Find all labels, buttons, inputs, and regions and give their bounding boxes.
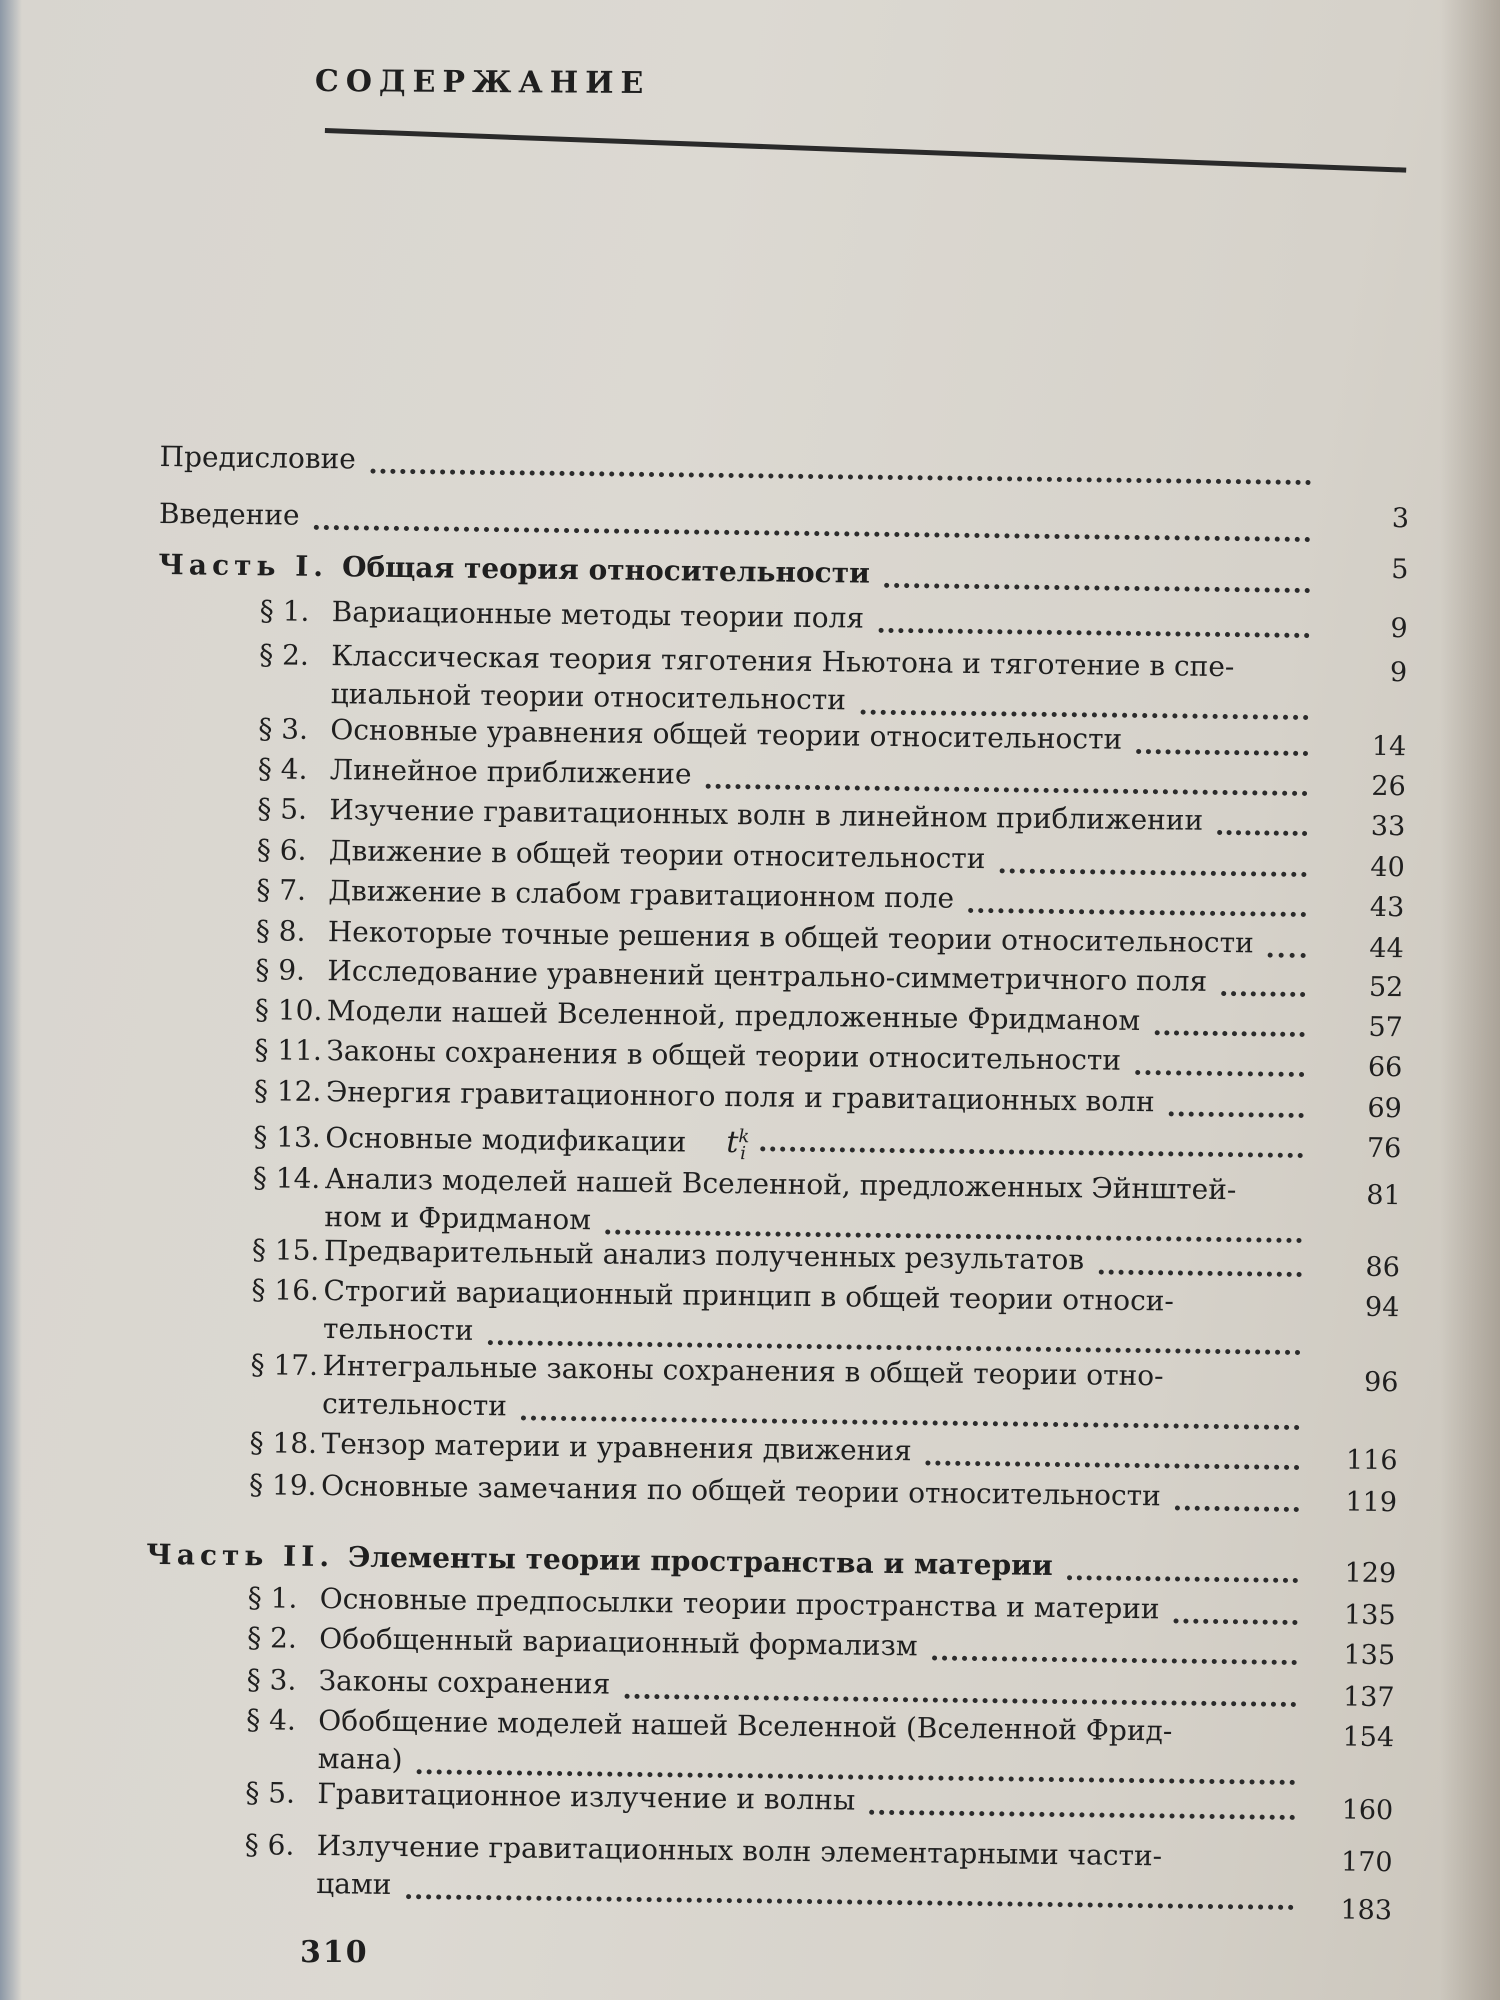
entry-title: Обобщенный вариационный формализм: [319, 1622, 918, 1663]
toc-entry: [248, 1581, 1160, 1626]
leader-dots: [370, 463, 1312, 486]
leader-dots: [1135, 1064, 1304, 1077]
section-number: § 2.: [259, 638, 310, 672]
section-number: § 9.: [255, 953, 306, 987]
part-number: Часть I.: [158, 547, 329, 584]
page-number: 33: [1370, 810, 1406, 843]
leader-dots: [1154, 1024, 1304, 1037]
entry-title-continuation: циальной теории относительности: [330, 677, 847, 717]
leader-dots: [624, 1688, 1296, 1707]
entry-title: Гравитационное излучение и волны: [317, 1777, 856, 1817]
page-number: 40: [1370, 851, 1405, 884]
section-number: § 17.: [250, 1348, 319, 1382]
entry-title: Движение в слабом гравитационном поле: [328, 874, 955, 915]
leader-dots: [869, 1804, 1295, 1820]
page-heading: СОДЕРЖАНИЕ: [314, 64, 651, 102]
toc-entry: [258, 712, 1122, 757]
entry-title: Законы сохранения в общей теории относительности: [326, 1034, 1122, 1077]
entry-title: Элементы теории пространства и материи: [347, 1540, 1053, 1582]
section-number: § 8.: [255, 914, 306, 948]
part-number: Часть II.: [146, 1537, 335, 1574]
entry-title-continuation: ном и Фридманом: [324, 1200, 592, 1237]
leader-dots: [1217, 824, 1307, 836]
toc-entry: [256, 873, 954, 916]
page-number: 135: [1343, 1599, 1396, 1632]
entry-title: Строгий вариационный принцип в общей теории относи-: [323, 1274, 1175, 1318]
formula-symbol: t: [726, 1125, 739, 1161]
entry-title: Основные уравнения общей теории относительности: [330, 713, 1123, 756]
leader-dots: [860, 704, 1309, 720]
page-number: 14: [1371, 730, 1407, 763]
section-number: § 2.: [247, 1621, 298, 1655]
section-number: § 6.: [256, 833, 307, 867]
entry-title: Движение в общей теории относительности: [328, 834, 986, 876]
section-number: § 12.: [253, 1074, 322, 1109]
leader-dots: [1174, 1612, 1298, 1625]
entry-title: Обобщение моделей нашей Вселенной (Вселенной Фрид-: [318, 1704, 1173, 1748]
page-number: 160: [1341, 1794, 1394, 1827]
toc-entry: [255, 993, 1141, 1038]
entry-title: Линейное приближение: [329, 753, 692, 791]
page-number: 137: [1342, 1681, 1395, 1714]
section-number: § 19.: [248, 1468, 317, 1502]
section-number: § 4.: [257, 752, 308, 786]
entry-title: Излучение гравитационных волн элементарными части-: [316, 1829, 1163, 1873]
leader-dots: [761, 1140, 1304, 1158]
page-number: 170: [1340, 1846, 1393, 1879]
page-number: 116: [1345, 1444, 1398, 1477]
leader-dots: [1000, 862, 1307, 877]
toc-entry: [247, 1621, 918, 1663]
page-number: 86: [1365, 1251, 1401, 1284]
page-number: 3: [1391, 503, 1410, 535]
toc-entry: [250, 1348, 1163, 1393]
page-number: 52: [1368, 971, 1404, 1004]
entry-title-continuation: тельности: [322, 1312, 474, 1347]
toc-entry: [252, 1233, 1085, 1277]
section-number: § 5.: [245, 1776, 296, 1810]
formula-superscript: k: [738, 1126, 750, 1148]
section-number: § 15.: [251, 1233, 320, 1268]
leader-dots: [1175, 1499, 1299, 1512]
toc-entry: [159, 440, 356, 476]
formula-subscript: i: [740, 1143, 747, 1165]
entry-title: Исследование уравнений центрально-симметричного поля: [327, 954, 1208, 998]
toc-entry: [247, 1663, 611, 1701]
leader-dots: [878, 622, 1309, 638]
section-number: § 4.: [246, 1703, 297, 1737]
entry-title: Тензор материи и уравнения движения: [321, 1427, 912, 1468]
page-number: 129: [1344, 1557, 1397, 1590]
leader-dots: [1098, 1264, 1302, 1277]
toc-entry: [249, 1426, 911, 1468]
page-number: 5: [1391, 554, 1409, 586]
leader-dots: [1268, 947, 1306, 958]
toc-entry: [245, 1828, 1163, 1873]
toc-entry: [254, 1074, 1155, 1119]
page-number: 9: [1390, 613, 1408, 645]
toc-entry: [255, 953, 1207, 999]
page-number: 94: [1364, 1291, 1400, 1324]
entry-title-continuation: сительности: [321, 1387, 508, 1423]
entry-title: Законы сохранения: [318, 1664, 611, 1701]
page-number: 96: [1363, 1366, 1399, 1399]
page-folio: 310: [300, 1935, 369, 1970]
entry-title: Основные замечания по общей теории относительности: [320, 1469, 1162, 1513]
entry-title: Интегральные законы сохранения в общей теории отно-: [322, 1349, 1164, 1393]
leader-dots: [1136, 743, 1308, 756]
toc-entry: [146, 1538, 1053, 1583]
leader-dots: [406, 1888, 1295, 1910]
page-number: 76: [1366, 1132, 1402, 1165]
section-number: § 14.: [252, 1161, 321, 1196]
section-number: § 7.: [256, 873, 307, 907]
leader-dots: [1067, 1569, 1298, 1583]
page-number: 43: [1369, 891, 1405, 924]
page-number: 9: [1389, 657, 1408, 689]
toc-entry: [257, 833, 986, 876]
page-number: 119: [1345, 1486, 1398, 1519]
leader-dots: [968, 902, 1306, 917]
section-number: § 10.: [254, 993, 323, 1028]
entry-title: Анализ моделей нашей Вселенной, предложенных Эйнштей-: [324, 1162, 1237, 1207]
entry-title: Изучение гравитационных волн в линейном приближении: [329, 793, 1204, 837]
toc-entry: [260, 594, 865, 635]
entry-title: Модели нашей Вселенной, предложенные Фридманом: [326, 994, 1141, 1038]
toc-entry: [158, 548, 870, 591]
entry-title: Предисловие: [159, 439, 357, 476]
section-number: § 16.: [251, 1273, 320, 1308]
page-number: 69: [1367, 1092, 1402, 1125]
section-number: § 13.: [253, 1120, 322, 1155]
toc-entry: [258, 752, 692, 791]
page-number: 183: [1340, 1894, 1393, 1927]
leader-dots: [926, 1454, 1300, 1470]
entry-title: Общая теория относительности: [341, 550, 871, 590]
section-number: § 1.: [259, 594, 310, 628]
leader-dots: [932, 1650, 1297, 1665]
toc-entry: [249, 1468, 1161, 1513]
section-number: § 3.: [246, 1663, 297, 1697]
section-number: § 5.: [257, 792, 308, 826]
entry-title: Вариационные методы теории поля: [331, 595, 865, 635]
page-number: 57: [1368, 1011, 1403, 1044]
entry-title: Основные модификации: [325, 1121, 687, 1159]
page-number: 26: [1371, 770, 1406, 803]
toc-entry: [159, 497, 300, 533]
entry-title: Основные предпосылки теории пространства и материи: [319, 1582, 1160, 1626]
section-number: § 6.: [244, 1828, 295, 1862]
entry-title-continuation: мана): [317, 1742, 403, 1777]
entry-title: Энергия гравитационного поля и гравитационных волн: [325, 1075, 1155, 1119]
entry-title-continuation: цами: [316, 1867, 392, 1901]
leader-dots: [706, 778, 1308, 796]
page-number: 154: [1342, 1721, 1395, 1754]
leader-dots: [314, 519, 1311, 542]
leader-dots: [521, 1409, 1300, 1430]
toc-entry: [251, 1273, 1174, 1318]
leader-dots: [884, 577, 1310, 593]
toc-entry: [246, 1703, 1172, 1748]
toc-entry: [257, 792, 1203, 838]
section-number: § 11.: [254, 1033, 323, 1068]
entry-title: Введение: [158, 496, 300, 532]
entry-title: Некоторые точные решения в общей теории относительности: [327, 915, 1254, 960]
section-number: § 18.: [249, 1426, 318, 1460]
leader-dots: [1169, 1105, 1304, 1118]
entry-title: Предварительный анализ полученных результатов: [323, 1234, 1085, 1277]
toc-entry: [256, 914, 1254, 960]
page-number: 44: [1369, 932, 1404, 965]
page-number: 135: [1343, 1639, 1396, 1672]
page-number: 66: [1367, 1051, 1403, 1084]
section-number: § 1.: [247, 1581, 298, 1615]
leader-dots: [1221, 985, 1305, 997]
entry-title: Классическая теория тяготения Ньютона и тяготение в спе-: [331, 639, 1235, 684]
page-number: 81: [1366, 1179, 1401, 1212]
toc-entry: [254, 1033, 1121, 1078]
toc-entry: [245, 1776, 855, 1817]
section-number: § 3.: [258, 712, 309, 746]
